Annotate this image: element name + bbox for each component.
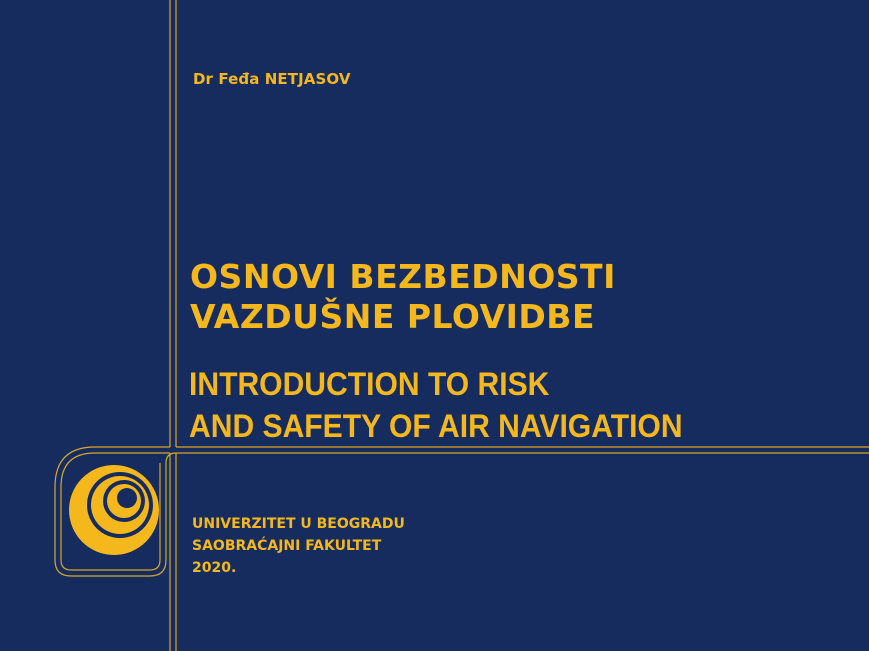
author-name: Dr Feđa NETJASOV xyxy=(193,70,351,88)
title-english-line-1: INTRODUCTION TO RISK xyxy=(189,366,550,402)
title-serbian-line-2: VAZDUŠNE PLOVIDBE xyxy=(190,297,595,336)
title-english xyxy=(189,363,683,447)
title-serbian xyxy=(190,257,616,337)
title-serbian-line-1: OSNOVI BEZBEDNOSTI xyxy=(190,257,616,296)
faculty-name: SAOBRAĆAJNI FAKULTET xyxy=(192,538,382,554)
year: 2020. xyxy=(192,560,237,576)
institution-info xyxy=(192,513,405,579)
university-logo-icon xyxy=(68,464,160,556)
university-name: UNIVERZITET U BEOGRADU xyxy=(192,516,405,532)
title-english-line-2: AND SAFETY OF AIR NAVIGATION xyxy=(189,408,683,444)
